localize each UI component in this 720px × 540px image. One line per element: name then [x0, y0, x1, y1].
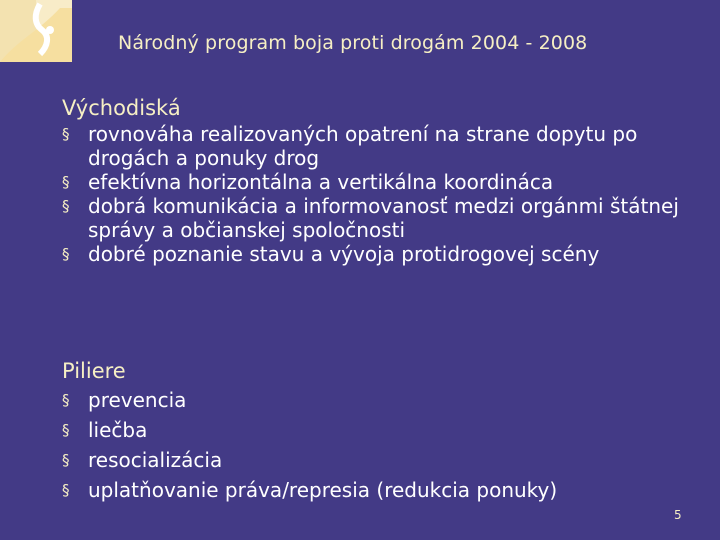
section-heading: Piliere — [62, 359, 126, 383]
bullet-square-icon: § — [62, 391, 70, 409]
bullet-square-icon: § — [62, 421, 70, 439]
list-item — [62, 415, 702, 445]
bullet-list — [62, 385, 702, 505]
section-heading: Východiská — [62, 96, 181, 120]
bullet-square-icon: § — [62, 481, 70, 499]
list-item — [62, 385, 702, 415]
list-item-text: resocializácia — [88, 448, 223, 472]
list-item-text: prevencia — [88, 388, 187, 412]
bullet-square-icon: § — [62, 173, 70, 191]
list-item — [62, 445, 702, 475]
list-item-text: liečba — [88, 418, 148, 442]
logo-icon — [0, 0, 72, 62]
page-number: 5 — [674, 508, 682, 522]
bullet-list — [62, 122, 702, 266]
list-item — [62, 475, 702, 505]
slide-title: Národný program boja proti drogám 2004 - 2008 — [118, 32, 588, 54]
list-item-text: dobrá komunikácia a informovanosť medzi orgánmi štátnej správy a občianskej spoločnosti — [88, 194, 679, 242]
list-item — [62, 194, 702, 242]
list-item-text: rovnováha realizovaných opatrení na strane dopytu po drogách a ponuky drog — [88, 122, 638, 170]
bullet-square-icon: § — [62, 125, 70, 143]
list-item — [62, 242, 702, 266]
list-item-text: dobré poznanie stavu a vývoja protidrogovej scény — [88, 242, 600, 266]
list-item-text: uplatňovanie práva/represia (redukcia ponuky) — [88, 478, 558, 502]
section-piliere — [62, 357, 702, 505]
list-item-text: efektívna horizontálna a vertikálna koordináca — [88, 170, 554, 194]
list-item — [62, 170, 702, 194]
bullet-square-icon: § — [62, 197, 70, 215]
bullet-square-icon: § — [62, 451, 70, 469]
section-vychodiska — [62, 94, 702, 266]
list-item — [62, 122, 702, 170]
bullet-square-icon: § — [62, 245, 70, 263]
